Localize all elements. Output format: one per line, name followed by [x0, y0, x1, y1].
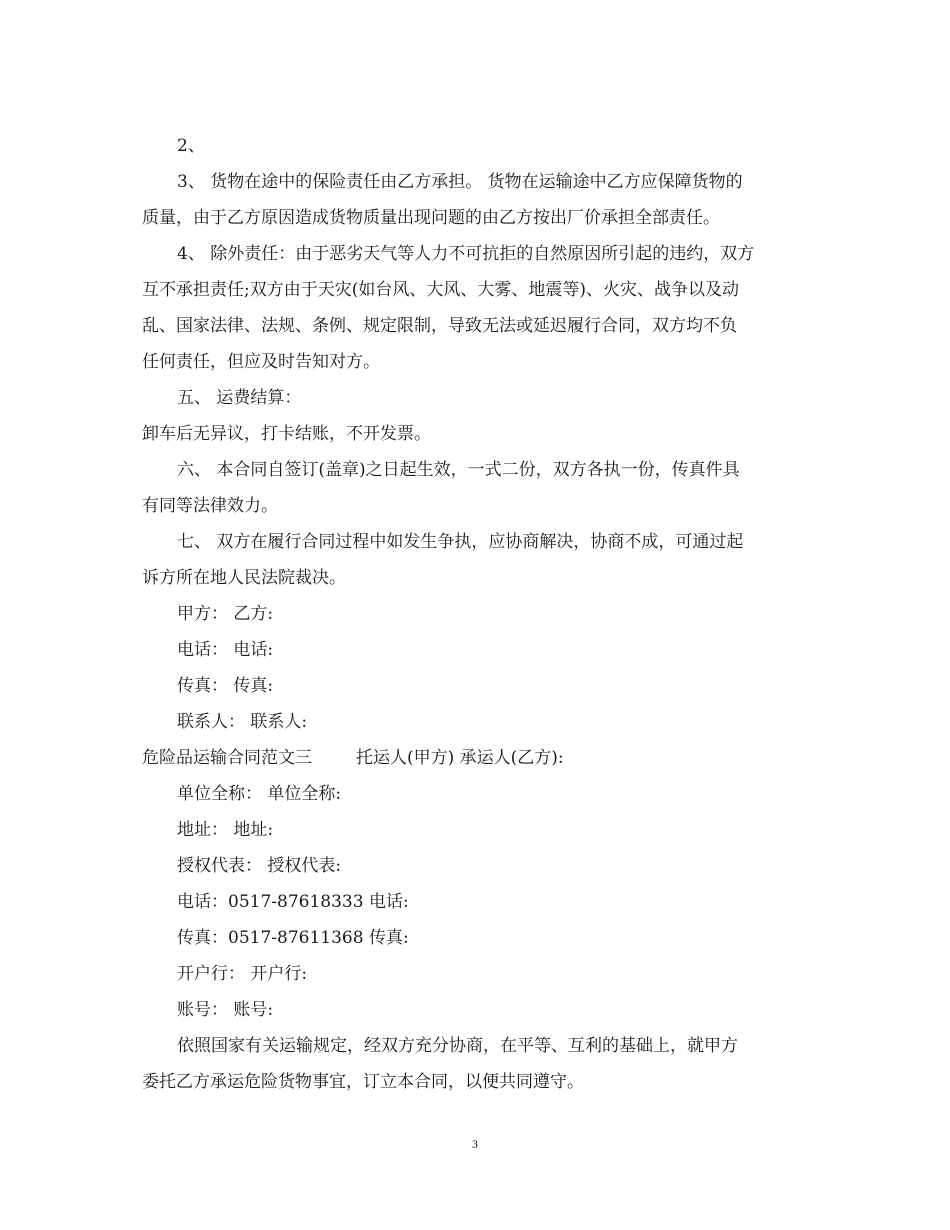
template-3-address: 地址： 地址: [177, 820, 274, 840]
section-5-heading: 五、 运费结算： [177, 388, 302, 408]
template-3-phone: 电话：0517-87618333 电话: [177, 892, 409, 912]
section-7-line-1: 七、 双方在履行合同过程中如发生争执，应协商解决，协商不成，可通过起 [177, 532, 744, 552]
template-3-unit: 单位全称： 单位全称: [177, 784, 342, 804]
signature-phone: 电话： 电话: [177, 640, 274, 660]
signature-contact: 联系人： 联系人: [177, 712, 308, 732]
clause-4-line-2: 互不承担责任;双方由于天灾(如台风、大风、大雾、地震等)、火灾、战争以及动 [142, 280, 739, 300]
template-3-representative: 授权代表： 授权代表: [177, 856, 342, 876]
template-3-header-line [142, 740, 802, 776]
clause-4-line-3: 乱、国家法律、法规、条例、规定限制，导致无法或延迟履行合同，双方均不负 [142, 316, 737, 336]
template-3-intro-line-1: 依照国家有关运输规定，经双方充分协商，在平等、互利的基础上，就甲方 [177, 1036, 738, 1056]
page-number: 3 [472, 1137, 478, 1151]
clause-3-line-2: 质量，由于乙方原因造成货物质量出现问题的由乙方按出厂价承担全部责任。 [142, 208, 720, 228]
document-body [142, 128, 802, 1100]
signature-fax: 传真： 传真: [177, 676, 274, 696]
template-3-title: 危险品运输合同范文三 [142, 748, 312, 768]
clause-4-line-1: 4、 除外责任：由于恶劣天气等人力不可抗拒的自然原因所引起的违约，双方 [177, 244, 755, 264]
template-3-bank: 开户行： 开户行: [177, 964, 308, 984]
template-3-fax: 传真：0517-87611368 传真: [177, 928, 409, 948]
section-5-body: 卸车后无异议，打卡结账，不开发票。 [142, 424, 431, 444]
template-3-parties: 托运人(甲方) 承运人(乙方): [356, 748, 564, 768]
section-6-line-1: 六、 本合同自签订(盖章)之日起生效，一式二份，双方各执一份，传真件具 [177, 460, 740, 480]
clause-2: 2、 [177, 136, 205, 156]
clause-3-line-1: 3、 货物在途中的保险责任由乙方承担。 货物在运输途中乙方应保障货物的 [177, 172, 743, 192]
signature-party: 甲方： 乙方: [177, 604, 274, 624]
section-6-line-2: 有同等法律效力。 [142, 496, 278, 516]
section-7-line-2: 诉方所在地人民法院裁决。 [142, 568, 346, 588]
clause-4-line-4: 任何责任，但应及时告知对方。 [142, 352, 380, 372]
template-3-account: 账号： 账号: [177, 1000, 274, 1020]
template-3-intro-line-2: 委托乙方承运危险货物事宜，订立本合同，以便共同遵守。 [142, 1072, 584, 1092]
